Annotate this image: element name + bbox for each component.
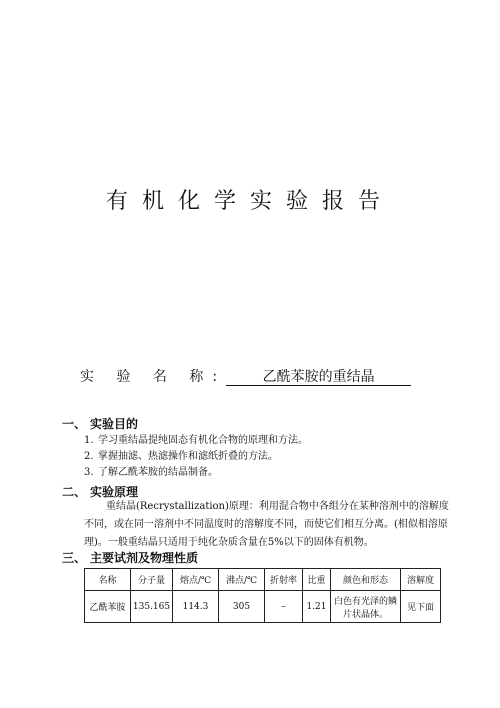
section-number: 二、: [62, 485, 87, 499]
table-header-row: [85, 569, 441, 591]
table-header-cell: 沸点/℃: [219, 569, 265, 591]
objective-text: 掌握抽滤、热滤操作和滤纸折叠的方法。: [98, 451, 278, 462]
experiment-name-line: [80, 366, 411, 386]
objective-text: 学习重结晶提纯固态有机化合物的原理和方法。: [98, 435, 308, 446]
objective-item: [84, 434, 308, 448]
section-heading-objectives: [62, 415, 138, 432]
section-number: 一、: [62, 417, 87, 431]
table-header-cell: 名称: [85, 569, 131, 591]
table-header-cell: 溶解度: [401, 569, 441, 591]
table-cell: 见下面: [401, 591, 441, 623]
principle-text: 重结晶(Recrystallization)原理：利用混合物中各组分在某种溶剂中的溶解度不同，或在同一溶剂中不同温度时的溶解度不同，而使它们相互分离。(相似相溶原理)。一般重结晶只适用于纯化杂质含量在5%以下的固体有机物。: [84, 501, 449, 548]
table-cell: 白色有光泽的鳞片状晶体。: [331, 591, 401, 623]
objective-item: [84, 450, 278, 464]
table-cell: 305: [219, 591, 265, 623]
table-cell: 乙酰苯胺: [85, 591, 131, 623]
experiment-name-label: 实 验 名 称:: [80, 369, 227, 385]
table-cell: 1.21: [303, 591, 331, 623]
objective-number: 2.: [84, 451, 94, 462]
table-header-cell: 折射率: [265, 569, 303, 591]
section-heading-reagents: [62, 549, 198, 566]
section-title: 实验目的: [90, 417, 139, 431]
table-cell: –: [265, 591, 303, 623]
section-number: 三、: [62, 551, 87, 565]
table-header-cell: 分子量: [131, 569, 173, 591]
experiment-name-value: 乙酰苯胺的重结晶: [226, 369, 411, 386]
table-header-cell: 比重: [303, 569, 331, 591]
objective-text: 了解乙酰苯胺的结晶制备。: [98, 467, 218, 478]
table-cell: 114.3: [173, 591, 219, 623]
objective-item: [84, 466, 218, 480]
principle-paragraph: [84, 498, 456, 552]
objective-number: 3.: [84, 467, 94, 478]
table-header-cell: 熔点/℃: [173, 569, 219, 591]
table-header-cell: 颜色和形态: [331, 569, 401, 591]
objective-number: 1.: [84, 435, 94, 446]
table-row: [85, 591, 441, 623]
section-title: 主要试剂及物理性质: [90, 551, 199, 565]
table-cell: 135.165: [131, 591, 173, 623]
report-title: 有机化学实验报告: [105, 189, 394, 214]
reagent-properties-table: [84, 568, 441, 623]
section-title: 实验原理: [90, 485, 139, 499]
